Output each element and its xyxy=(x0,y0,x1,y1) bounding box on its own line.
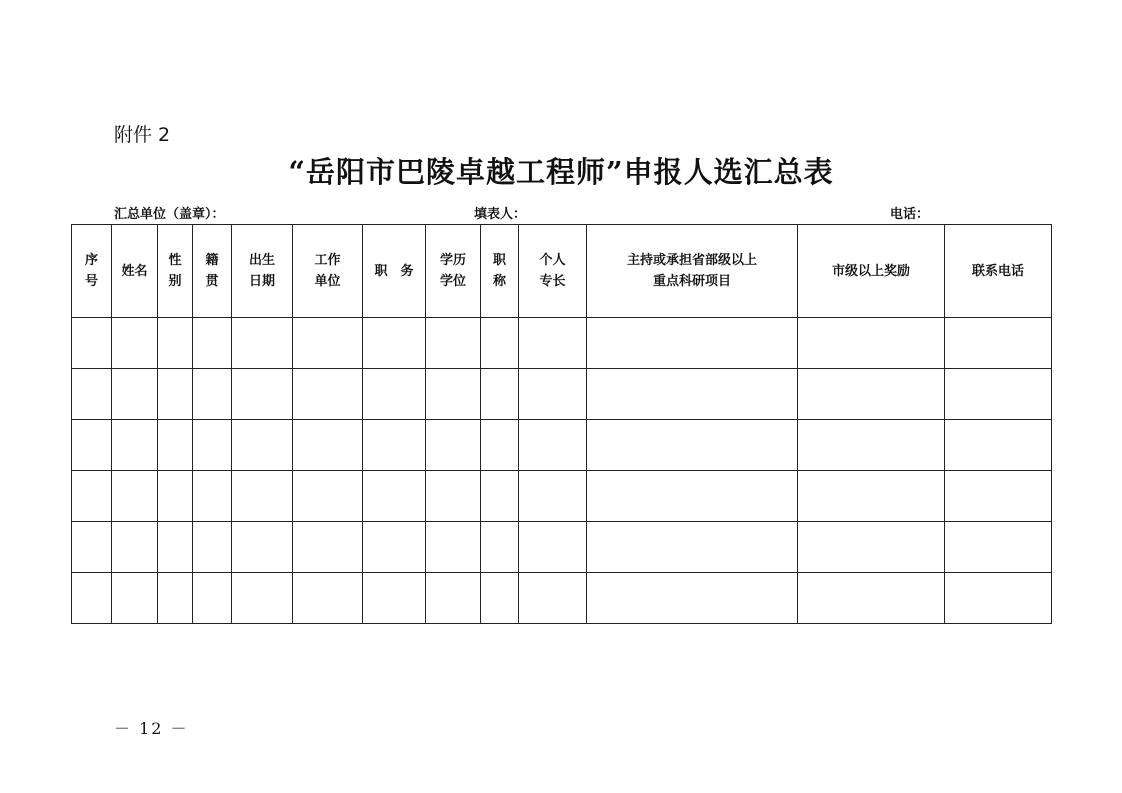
cell-specialty[interactable] xyxy=(519,318,587,369)
cell-title[interactable] xyxy=(481,573,519,624)
header-awards-text: 市级以上奖励 xyxy=(831,263,910,279)
cell-native-place[interactable] xyxy=(193,420,232,471)
header-contact xyxy=(945,225,1052,318)
table-row xyxy=(72,471,1052,522)
cell-contact[interactable] xyxy=(945,573,1052,624)
header-work-unit-text: 工作 xyxy=(314,253,341,268)
header-position-text: 职 务 xyxy=(374,263,414,279)
header-specialty-text: 个人 xyxy=(539,253,566,268)
header-gender xyxy=(158,225,193,318)
header-native-place xyxy=(193,225,232,318)
header-birth-date-text: 日期 xyxy=(248,274,275,289)
header-work-unit-text: 单位 xyxy=(314,274,341,289)
cell-birth-date[interactable] xyxy=(232,471,293,522)
header-title-text: 称 xyxy=(492,274,506,289)
cell-position[interactable] xyxy=(363,318,426,369)
cell-seq[interactable] xyxy=(72,522,112,573)
cell-gender[interactable] xyxy=(158,573,193,624)
cell-name[interactable] xyxy=(112,420,158,471)
summary-unit-label: 汇总单位（盖章） xyxy=(114,207,212,222)
cell-projects[interactable] xyxy=(587,318,798,369)
cell-name[interactable] xyxy=(112,369,158,420)
summary-unit-field xyxy=(114,203,225,222)
cell-work-unit[interactable] xyxy=(293,471,363,522)
filler-label: 填表人 xyxy=(474,207,514,222)
cell-projects[interactable] xyxy=(587,573,798,624)
cell-seq[interactable] xyxy=(72,420,112,471)
cell-seq[interactable] xyxy=(72,573,112,624)
cell-birth-date[interactable] xyxy=(232,522,293,573)
header-specialty-text: 专长 xyxy=(539,274,566,289)
cell-contact[interactable] xyxy=(945,522,1052,573)
cell-specialty[interactable] xyxy=(519,573,587,624)
table-row xyxy=(72,318,1052,369)
cell-native-place[interactable] xyxy=(193,471,232,522)
cell-title[interactable] xyxy=(481,522,519,573)
header-contact-text: 联系电话 xyxy=(971,263,1024,279)
cell-awards[interactable] xyxy=(798,573,945,624)
colon: ： xyxy=(916,207,930,222)
cell-specialty[interactable] xyxy=(519,471,587,522)
header-seq xyxy=(72,225,112,318)
cell-position[interactable] xyxy=(363,522,426,573)
cell-native-place[interactable] xyxy=(193,318,232,369)
cell-seq[interactable] xyxy=(72,369,112,420)
header-projects-text: 主持或承担省部级以上 xyxy=(626,253,757,268)
cell-name[interactable] xyxy=(112,471,158,522)
header-work-unit xyxy=(293,225,363,318)
cell-native-place[interactable] xyxy=(193,573,232,624)
table-row xyxy=(72,522,1052,573)
header-gender-text: 性 xyxy=(168,253,182,268)
header-specialty xyxy=(519,225,587,318)
page-number: － 12 － xyxy=(114,719,189,738)
header-name xyxy=(112,225,158,318)
cell-gender[interactable] xyxy=(158,522,193,573)
cell-awards[interactable] xyxy=(798,471,945,522)
cell-birth-date[interactable] xyxy=(232,369,293,420)
header-title xyxy=(481,225,519,318)
cell-seq[interactable] xyxy=(72,318,112,369)
cell-education[interactable] xyxy=(426,369,481,420)
header-position xyxy=(363,225,426,318)
cell-awards[interactable] xyxy=(798,369,945,420)
cell-gender[interactable] xyxy=(158,318,193,369)
header-native-place-text: 贯 xyxy=(205,274,219,289)
table-row xyxy=(72,369,1052,420)
cell-work-unit[interactable] xyxy=(293,369,363,420)
cell-education[interactable] xyxy=(426,471,481,522)
header-awards xyxy=(798,225,945,318)
cell-work-unit[interactable] xyxy=(293,318,363,369)
table-row xyxy=(72,420,1052,471)
cell-education[interactable] xyxy=(426,318,481,369)
cell-name[interactable] xyxy=(112,522,158,573)
cell-position[interactable] xyxy=(363,420,426,471)
cell-title[interactable] xyxy=(481,420,519,471)
cell-awards[interactable] xyxy=(798,522,945,573)
cell-contact[interactable] xyxy=(945,318,1052,369)
cell-projects[interactable] xyxy=(587,420,798,471)
cell-work-unit[interactable] xyxy=(293,522,363,573)
cell-projects[interactable] xyxy=(587,471,798,522)
header-birth-date xyxy=(232,225,293,318)
cell-education[interactable] xyxy=(426,573,481,624)
header-education-text: 学位 xyxy=(439,274,466,289)
cell-contact[interactable] xyxy=(945,420,1052,471)
cell-position[interactable] xyxy=(363,369,426,420)
header-education-text: 学历 xyxy=(439,253,466,268)
phone-label: 电话 xyxy=(890,207,917,222)
cell-name[interactable] xyxy=(112,573,158,624)
header-seq-text: 序 xyxy=(84,253,98,268)
cell-contact[interactable] xyxy=(945,471,1052,522)
cell-gender[interactable] xyxy=(158,471,193,522)
cell-gender[interactable] xyxy=(158,420,193,471)
cell-work-unit[interactable] xyxy=(293,573,363,624)
page-title: “岳阳市巴陵卓越工程师”申报人选汇总表 xyxy=(288,155,834,189)
header-projects-text: 重点科研项目 xyxy=(652,274,731,289)
cell-projects[interactable] xyxy=(587,522,798,573)
colon: ： xyxy=(513,207,527,222)
table-body xyxy=(72,318,1052,624)
summary-table xyxy=(71,224,1052,624)
header-projects xyxy=(587,225,798,318)
phone-field xyxy=(890,203,929,222)
table-header-row xyxy=(72,225,1052,318)
colon: ： xyxy=(211,207,225,222)
cell-title[interactable] xyxy=(481,471,519,522)
cell-title[interactable] xyxy=(481,318,519,369)
cell-projects[interactable] xyxy=(587,369,798,420)
cell-native-place[interactable] xyxy=(193,522,232,573)
header-name-text: 姓名 xyxy=(121,263,148,279)
cell-seq[interactable] xyxy=(72,471,112,522)
cell-title[interactable] xyxy=(481,369,519,420)
header-gender-text: 别 xyxy=(168,274,182,289)
cell-education[interactable] xyxy=(426,522,481,573)
cell-specialty[interactable] xyxy=(519,522,587,573)
cell-specialty[interactable] xyxy=(519,420,587,471)
cell-education[interactable] xyxy=(426,420,481,471)
cell-position[interactable] xyxy=(363,471,426,522)
cell-native-place[interactable] xyxy=(193,369,232,420)
cell-name[interactable] xyxy=(112,318,158,369)
table-row xyxy=(72,573,1052,624)
header-native-place-text: 籍 xyxy=(205,253,219,268)
cell-birth-date[interactable] xyxy=(232,573,293,624)
cell-position[interactable] xyxy=(363,573,426,624)
cell-contact[interactable] xyxy=(945,369,1052,420)
cell-gender[interactable] xyxy=(158,369,193,420)
cell-specialty[interactable] xyxy=(519,369,587,420)
cell-awards[interactable] xyxy=(798,318,945,369)
cell-awards[interactable] xyxy=(798,420,945,471)
filler-field xyxy=(474,203,526,222)
cell-birth-date[interactable] xyxy=(232,420,293,471)
attachment-label: 附件 2 xyxy=(114,124,171,146)
header-birth-date-text: 出生 xyxy=(248,253,275,268)
header-education xyxy=(426,225,481,318)
header-title-text: 职 xyxy=(492,253,506,268)
cell-work-unit[interactable] xyxy=(293,420,363,471)
header-seq-text: 号 xyxy=(84,274,98,289)
cell-birth-date[interactable] xyxy=(232,318,293,369)
